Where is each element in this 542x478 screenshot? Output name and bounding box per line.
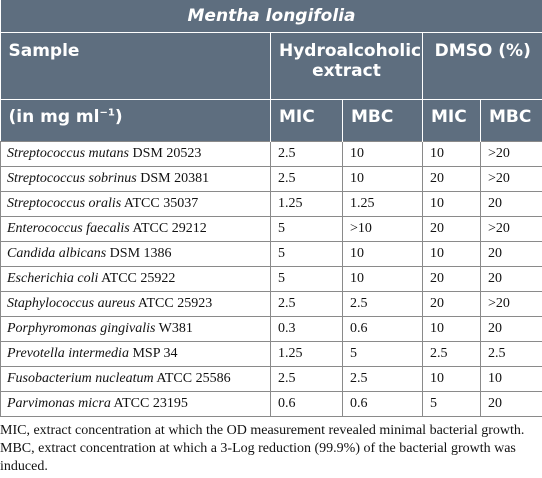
sample-cell: [1, 242, 271, 267]
table-row: [1, 167, 542, 192]
mic-hydro-cell: 2.5: [271, 167, 343, 192]
header-mbc-dmso: MBC: [481, 100, 542, 142]
mic-dmso-cell: 10: [423, 367, 481, 392]
mbc-dmso-cell: 20: [481, 242, 542, 267]
mic-hydro-cell: 2.5: [271, 142, 343, 167]
table-row: [1, 392, 542, 417]
strain-id: ATCC 25922: [98, 271, 176, 286]
mic-dmso-cell: 10: [423, 242, 481, 267]
mbc-dmso-cell: 10: [481, 367, 542, 392]
mbc-dmso-cell: 20: [481, 267, 542, 292]
mic-hydro-cell: 2.5: [271, 292, 343, 317]
sample-cell: [1, 192, 271, 217]
mbc-hydro-cell: 10: [343, 267, 423, 292]
mic-dmso-cell: 20: [423, 217, 481, 242]
organism-name: Fusobacterium nucleatum: [7, 371, 154, 386]
mbc-dmso-cell: 20: [481, 392, 542, 417]
strain-id: DSM 20381: [136, 171, 210, 186]
table-row: [1, 192, 542, 217]
table-row: [1, 292, 542, 317]
sample-cell: [1, 267, 271, 292]
strain-id: DSM 20523: [128, 146, 202, 161]
mbc-hydro-cell: 5: [343, 342, 423, 367]
strain-id: ATCC 25923: [135, 296, 213, 311]
sample-cell: [1, 342, 271, 367]
mbc-hydro-cell: >10: [343, 217, 423, 242]
organism-name: Candida albicans: [7, 246, 107, 261]
mic-dmso-cell: 20: [423, 292, 481, 317]
table-row: [1, 267, 542, 292]
mic-dmso-cell: 2.5: [423, 342, 481, 367]
strain-id: ATCC 25586: [153, 371, 231, 386]
strain-id: DSM 1386: [106, 246, 172, 261]
mbc-hydro-cell: 2.5: [343, 367, 423, 392]
mic-hydro-cell: 1.25: [271, 192, 343, 217]
organism-name: Escherichia coli: [7, 271, 99, 286]
header-units-close: ): [114, 107, 123, 127]
mbc-hydro-cell: 1.25: [343, 192, 423, 217]
organism-name: Streptococcus sobrinus: [7, 171, 137, 186]
strain-id: ATCC 23195: [110, 396, 188, 411]
mic-hydro-cell: 5: [271, 267, 343, 292]
table-row: [1, 217, 542, 242]
mic-dmso-cell: 10: [423, 192, 481, 217]
organism-name: Prevotella intermedia: [7, 346, 129, 361]
mic-hydro-cell: 5: [271, 217, 343, 242]
sample-cell: [1, 142, 271, 167]
sample-cell: [1, 167, 271, 192]
mic-dmso-cell: 5: [423, 392, 481, 417]
table-row: [1, 142, 542, 167]
organism-name: Streptococcus oralis: [7, 196, 122, 211]
organism-name: Porphyromonas gingivalis: [7, 321, 156, 336]
mbc-dmso-cell: >20: [481, 142, 542, 167]
table-row: [1, 342, 542, 367]
mic-dmso-cell: 20: [423, 167, 481, 192]
organism-name: Staphylococcus aureus: [7, 296, 136, 311]
mbc-hydro-cell: 0.6: [343, 392, 423, 417]
header-dmso: DMSO (%): [423, 33, 542, 100]
header-mbc-hydro: MBC: [343, 100, 423, 142]
organism-name: Parvimonas micra: [7, 396, 111, 411]
sample-cell: [1, 217, 271, 242]
header-mic-dmso: MIC: [423, 100, 481, 142]
mic-hydro-cell: 1.25: [271, 342, 343, 367]
mbc-dmso-cell: 20: [481, 192, 542, 217]
organism-name: Streptococcus mutans: [7, 146, 129, 161]
mbc-hydro-cell: 10: [343, 242, 423, 267]
organism-name: Enterococcus faecalis: [7, 221, 130, 236]
table-body: [1, 142, 542, 417]
table-row: [1, 242, 542, 267]
table-row: [1, 367, 542, 392]
table-title: Mentha longifolia: [1, 0, 542, 33]
mbc-dmso-cell: >20: [481, 292, 542, 317]
header-mic-hydro: MIC: [271, 100, 343, 142]
mbc-dmso-cell: >20: [481, 217, 542, 242]
mbc-hydro-cell: 10: [343, 142, 423, 167]
strain-id: W381: [155, 321, 193, 336]
mic-dmso-cell: 20: [423, 267, 481, 292]
mbc-hydro-cell: 2.5: [343, 292, 423, 317]
strain-id: ATCC 35037: [121, 196, 199, 211]
header-sample: Sample: [1, 33, 271, 100]
footnote: MIC, extract concentration at which the OD measurement revealed minimal bacterial growth. MBC, extract concentration at which a 3-Log reduction (99.9%) of the bacterial growth was induced.: [0, 423, 525, 474]
sample-cell: [1, 292, 271, 317]
table-row: [1, 317, 542, 342]
mic-dmso-cell: 10: [423, 142, 481, 167]
sample-cell: [1, 392, 271, 417]
sample-cell: [1, 367, 271, 392]
header-units: [1, 100, 271, 142]
strain-id: ATCC 29212: [129, 221, 207, 236]
mbc-hydro-cell: 0.6: [343, 317, 423, 342]
mic-hydro-cell: 2.5: [271, 367, 343, 392]
header-hydroalcoholic: Hydroalcoholic extract: [271, 33, 423, 100]
mic-dmso-cell: 10: [423, 317, 481, 342]
mbc-dmso-cell: 2.5: [481, 342, 542, 367]
mbc-hydro-cell: 10: [343, 167, 423, 192]
header-units-sup: −1: [99, 107, 115, 119]
mic-hydro-cell: 0.6: [271, 392, 343, 417]
mbc-dmso-cell: 20: [481, 317, 542, 342]
mic-hydro-cell: 5: [271, 242, 343, 267]
sample-cell: [1, 317, 271, 342]
mbc-dmso-cell: >20: [481, 167, 542, 192]
strain-id: MSP 34: [128, 346, 178, 361]
header-units-text: (in mg ml: [8, 107, 100, 127]
mic-hydro-cell: 0.3: [271, 317, 343, 342]
